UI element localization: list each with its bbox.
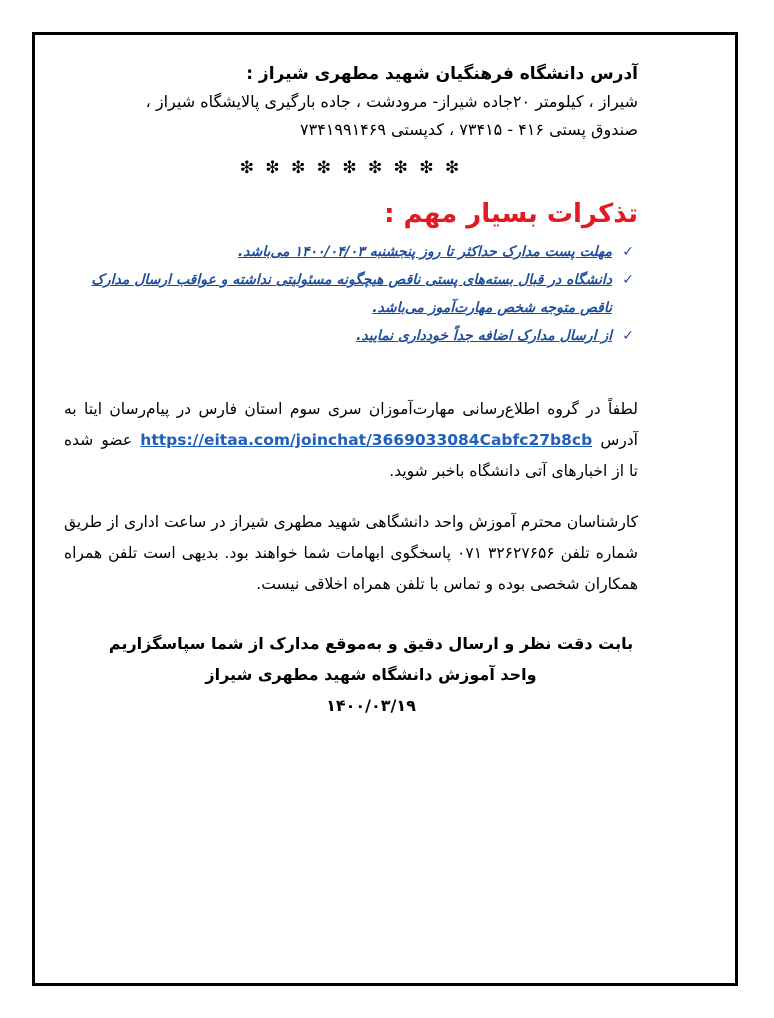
notice-title: تذکرات بسیار مهم : [384, 199, 638, 229]
group-notice-text-end: عضو شده تا از اخبارهای آتی دانشگاه باخبر شوید. [64, 431, 638, 480]
group-notice-text: لطفاً در گروه اطلاع‌رسانی مهارت‌آموزان سری سوم استان فارس در پیام‌رسان ایتا به آدرس [64, 400, 638, 449]
staff-notice-paragraph: کارشناسان محترم آموزش واحد دانشگاهی شهید مطهری شیراز در ساعت اداری از طریق شماره تلفن ۳۲۶۲۷۶۵۶ ۰۷۱ پاسخگوی ابهامات شما خواهند بود. بدیهی است تلفن همراه همکاران شخصی بوده و تماس با تلفن همراه اخلاقی نیست. [64, 513, 638, 593]
check-icon: ✓ [622, 272, 634, 288]
notice-item [64, 322, 638, 350]
notice-list [64, 238, 638, 350]
group-notice-paragraph [64, 394, 638, 487]
closing-block [64, 628, 638, 721]
document-body [64, 60, 638, 721]
unit-signature: واحد آموزش دانشگاه شهید مطهری شیراز [205, 665, 537, 684]
notice-item [64, 266, 638, 322]
notice-item-text: مهلت پست مدارک حداکثر تا روز پنجشنبه ۱۴۰۰/۰۴/۰۳ می‌باشد. [237, 244, 612, 260]
address-line-1: شیراز ، کیلومتر ۲۰جاده شیراز- مرودشت ، جاده بارگیری پالایشگاه شیراز ، [145, 92, 638, 111]
thanks-line: بابت دقت نظر و ارسال دقیق و به‌موقع مدارک از شما سپاسگزاریم [108, 634, 634, 653]
notice-item-text: از ارسال مدارک اضافه جداً خودداری نمایید. [356, 328, 612, 344]
check-icon: ✓ [622, 244, 634, 260]
address-line-2: صندوق پستی ۴۱۶ - ۷۳۴۱۵ ، کدپستی ۷۳۴۱۹۹۱۴۶۹ [300, 120, 638, 139]
notice-item-text: دانشگاه در قبال بسته‌های پستی ناقص هیچگونه مسئولیتی نداشته و عواقب ارسال مدارک ناقص متوجه شخص مهارت‌آموز می‌باشد. [91, 272, 612, 316]
document-date: ۱۴۰۰/۰۳/۱۹ [326, 696, 416, 715]
star-divider: ❇ ❇ ❇ ❇ ❇ ❇ ❇ ❇ ❇ [239, 158, 463, 178]
eitaa-group-link[interactable]: https://eitaa.com/joinchat/3669033084Cabfc27b8cb [140, 431, 593, 449]
check-icon: ✓ [622, 328, 634, 344]
address-title: آدرس دانشگاه فرهنگیان شهید مطهری شیراز : [246, 64, 638, 84]
notice-item [64, 238, 638, 266]
